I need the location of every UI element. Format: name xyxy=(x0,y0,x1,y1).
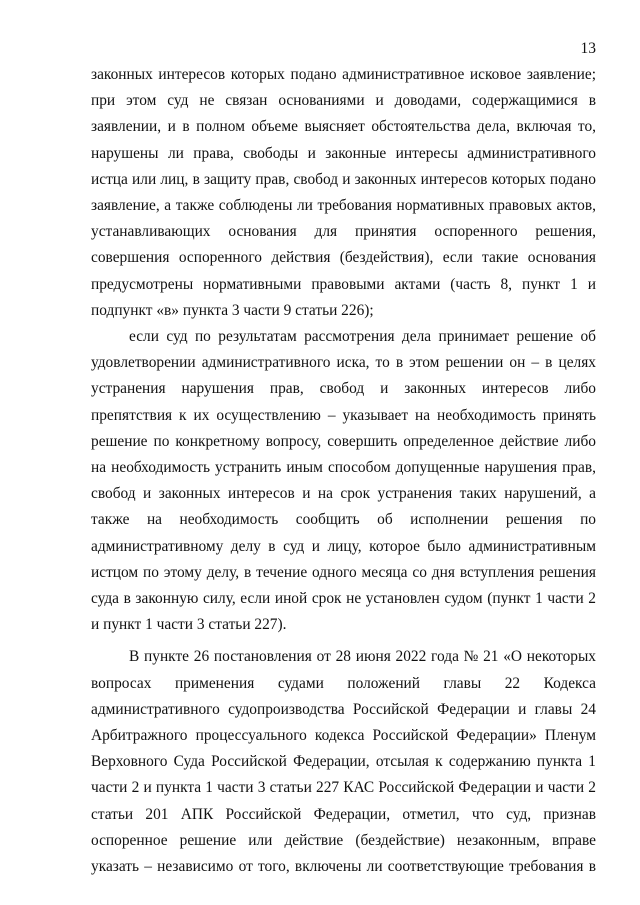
text-line: предусмотрены нормативными правовыми актами (часть 8, пункт 1 и xyxy=(91,275,596,293)
text-line: указать – независимо от того, включены ли соответствующие требования в xyxy=(91,858,596,876)
text-line: удовлетворении административного иска, то в этом решении он – в целях xyxy=(91,354,596,372)
text-line: если суд по результатам рассмотрения дела принимает решение об xyxy=(129,328,596,346)
text-line: вопросах применения судами положений главы 22 Кодекса xyxy=(91,674,596,692)
text-line: свобод и законных интересов и на срок устранения таких нарушений, а xyxy=(91,485,596,503)
text-line: оспоренное решение или действие (бездействие) незаконным, вправе xyxy=(91,831,596,849)
text-line: истца или лиц, в защиту прав, свобод и законных интересов которых подано xyxy=(91,170,596,188)
text-line: Арбитражного процессуального кодекса Российской Федерации» Пленум xyxy=(91,727,596,745)
text-line: части 2 и пункта 1 части 3 статьи 227 КАС Российской Федерации и части 2 xyxy=(91,779,596,797)
text-line: законных интересов которых подано административное исковое заявление; xyxy=(91,66,596,83)
paragraph-2 xyxy=(91,324,596,638)
text-line: на необходимость устранить иным способом допущенные нарушения прав, xyxy=(91,459,596,477)
paragraph-1 xyxy=(91,62,596,324)
text-line: решение по конкретному вопросу, совершить определенное действие либо xyxy=(91,432,596,450)
text-line: препятствия к их осуществлению – указывает на необходимость принять xyxy=(91,406,596,424)
document-body xyxy=(91,62,596,880)
text-line: статьи 201 АПК Российской Федерации, отметил, что суд, признав xyxy=(91,805,596,823)
text-line: В пункте 26 постановления от 28 июня 2022 года № 21 «О некоторых xyxy=(129,648,596,666)
text-line: административного судопроизводства Российской Федерации и главы 24 xyxy=(91,700,596,718)
text-line: заявление, а также соблюдены ли требования нормативных правовых актов, xyxy=(91,197,596,215)
text-line: административному делу в суд и лицу, которое было административным xyxy=(91,537,596,555)
text-line: подпункт «в» пункта 3 части 9 статьи 226); xyxy=(91,301,374,319)
text-line: совершения оспоренного действия (бездействия), если такие основания xyxy=(91,249,596,267)
text-line: устранения нарушения прав, свобод и законных интересов либо xyxy=(91,380,596,398)
text-line: и пункт 1 части 3 статьи 227). xyxy=(91,616,287,634)
text-line: устанавливающих основания для принятия оспоренного решения, xyxy=(91,223,596,241)
page-number: 13 xyxy=(580,40,596,57)
text-line: Верховного Суда Российской Федерации, отсылая к содержанию пункта 1 xyxy=(91,753,596,771)
paragraph-3 xyxy=(91,644,596,880)
text-line: также на необходимость сообщить об исполнении решения по xyxy=(91,511,596,529)
text-line: при этом суд не связан основаниями и доводами, содержащимися в xyxy=(91,92,596,110)
text-line: заявлении, и в полном объеме выясняет обстоятельства дела, включая то, xyxy=(91,118,596,136)
text-line: нарушены ли права, свободы и законные интересы административного xyxy=(91,144,596,162)
text-line: истцом по этому делу, в течение одного месяца со дня вступления решения xyxy=(91,563,596,581)
text-line: суда в законную силу, если иной срок не установлен судом (пункт 1 части 2 xyxy=(91,590,596,608)
